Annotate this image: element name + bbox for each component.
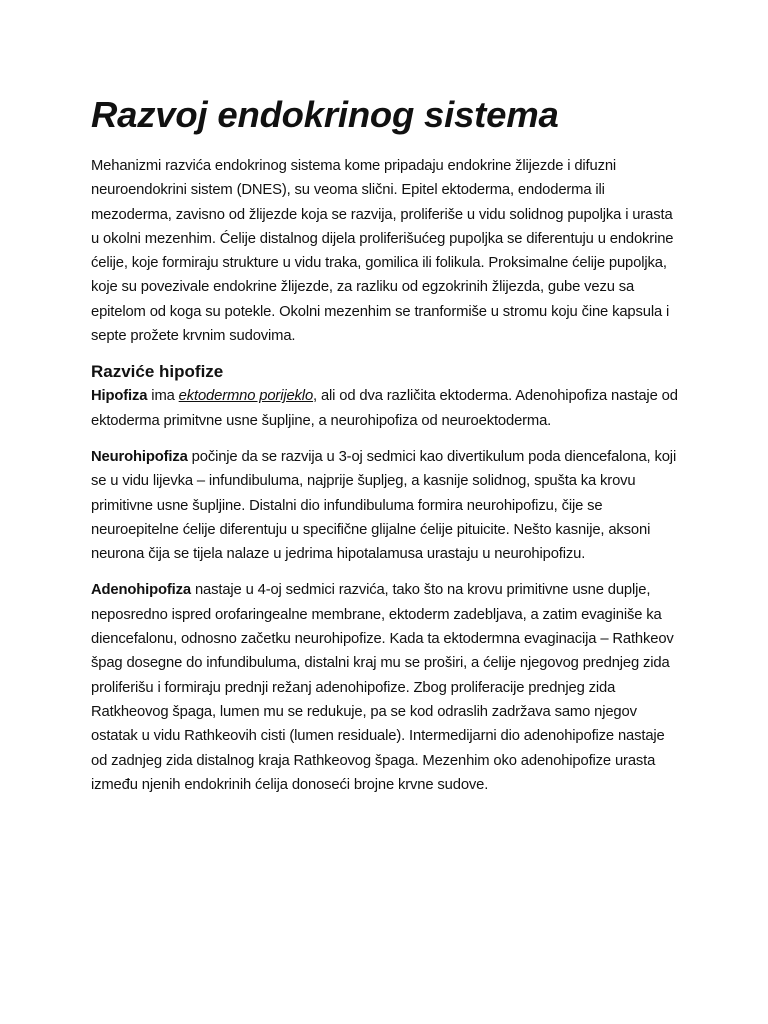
term-hipofiza: Hipofiza [91,388,148,405]
section-heading: Razviće hipofize [91,362,224,382]
intro-paragraph: Mehanizmi razvića endokrinog sistema kome pripadaju endokrine žlijezde i difuzni neuroendokrini sistem (DNES), su veoma slični. Epitel ektoderma, endoderma ili mezoderma, zavisno od žlijezde koja se razvija, proliferiše u vidu solidnog pupoljka i urasta u okolni mezenhim. Ćelije distalnog dijela proliferišućeg pupoljka se diferentuju u endokrine ćelije, koje formiraju strukture u vidu traka, gomilica ili folikula. Proksimalne ćelije pupoljka, koje su povezivale endokrine žlijezde, za razliku od egzokrinih žlijezda, gube vezu sa epitelom od koga su potekle. Okolni mezenhim se tranformiše u stromu koju čine kapsula i septe prožete krvnim sudovima. [91,158,674,345]
term-neurohipofiza: Neurohipofiza [91,448,188,465]
paragraph-hipofiza [91,384,681,433]
paragraph-text: , ali od dva različita ektoderma. Adenohipofiza nastaje od ektoderma primitvne usne šupljine, a neurohipofiza od neuroektoderma. [91,388,678,429]
paragraph-text: ima [147,388,179,405]
term-adenohipofiza: Adenohipofiza [91,582,191,599]
ektodermno-porijeklo-link[interactable]: ektodermno porijeklo [178,388,314,405]
paragraph-adenohipofiza [91,578,681,797]
paragraph-text: počinje da se razvija u 3-oj sedmici kao divertikulum poda diencefalona, koji se u vidu lijevka – infundibuluma, najprije šupljeg, a kasnije solidnog, spušta ka krovu primitivne usne šupljine. Distalni dio infundibuluma formira neurohipofizu, čije se neuroepitelne ćelije diferentuju u specifične glijalne ćelije pituicite. Nešto kasnije, aksoni neurona čija se tijela nalaze u jedrima hipotalamusa urastaju u neurohipofizu. [91,448,677,563]
paragraph-neurohipofiza [91,445,681,566]
page-title: Razvoj endokrinog sistema [91,94,559,135]
document-page [91,88,681,809]
paragraph-text: nastaje u 4-oj sedmici razvića, tako što na krovu primitivne usne duplje, neposredno ispred orofaringealne membrane, ektoderm zadebljava, a zatim evaginiše ka diencefalonu, odnosno začetku neurohipofize. Kada ta ektodermna evaginacija – Rathkeov špag dosegne do infundibuluma, distalni kraj mu se proširi, a ćelije njegovog prednjeg zida proliferišu i formiraju prednji režanj adenohipofize. Zbog proliferacije prednjeg zida Ratkheovog špaga, lumen mu se redukuje, pa se kod odraslih zadržava samo njegov ostatak u vidu Rathkeovih cisti (lumen residuale). Intermedijarni dio adenohipofize nastaje od zadnjeg zida distalnog kraja Rathkeovog špaga. Mezenhim oko adenohipofize urasta između njenih endokrinih ćelija donoseći brojne krvne sudove. [91,582,674,793]
